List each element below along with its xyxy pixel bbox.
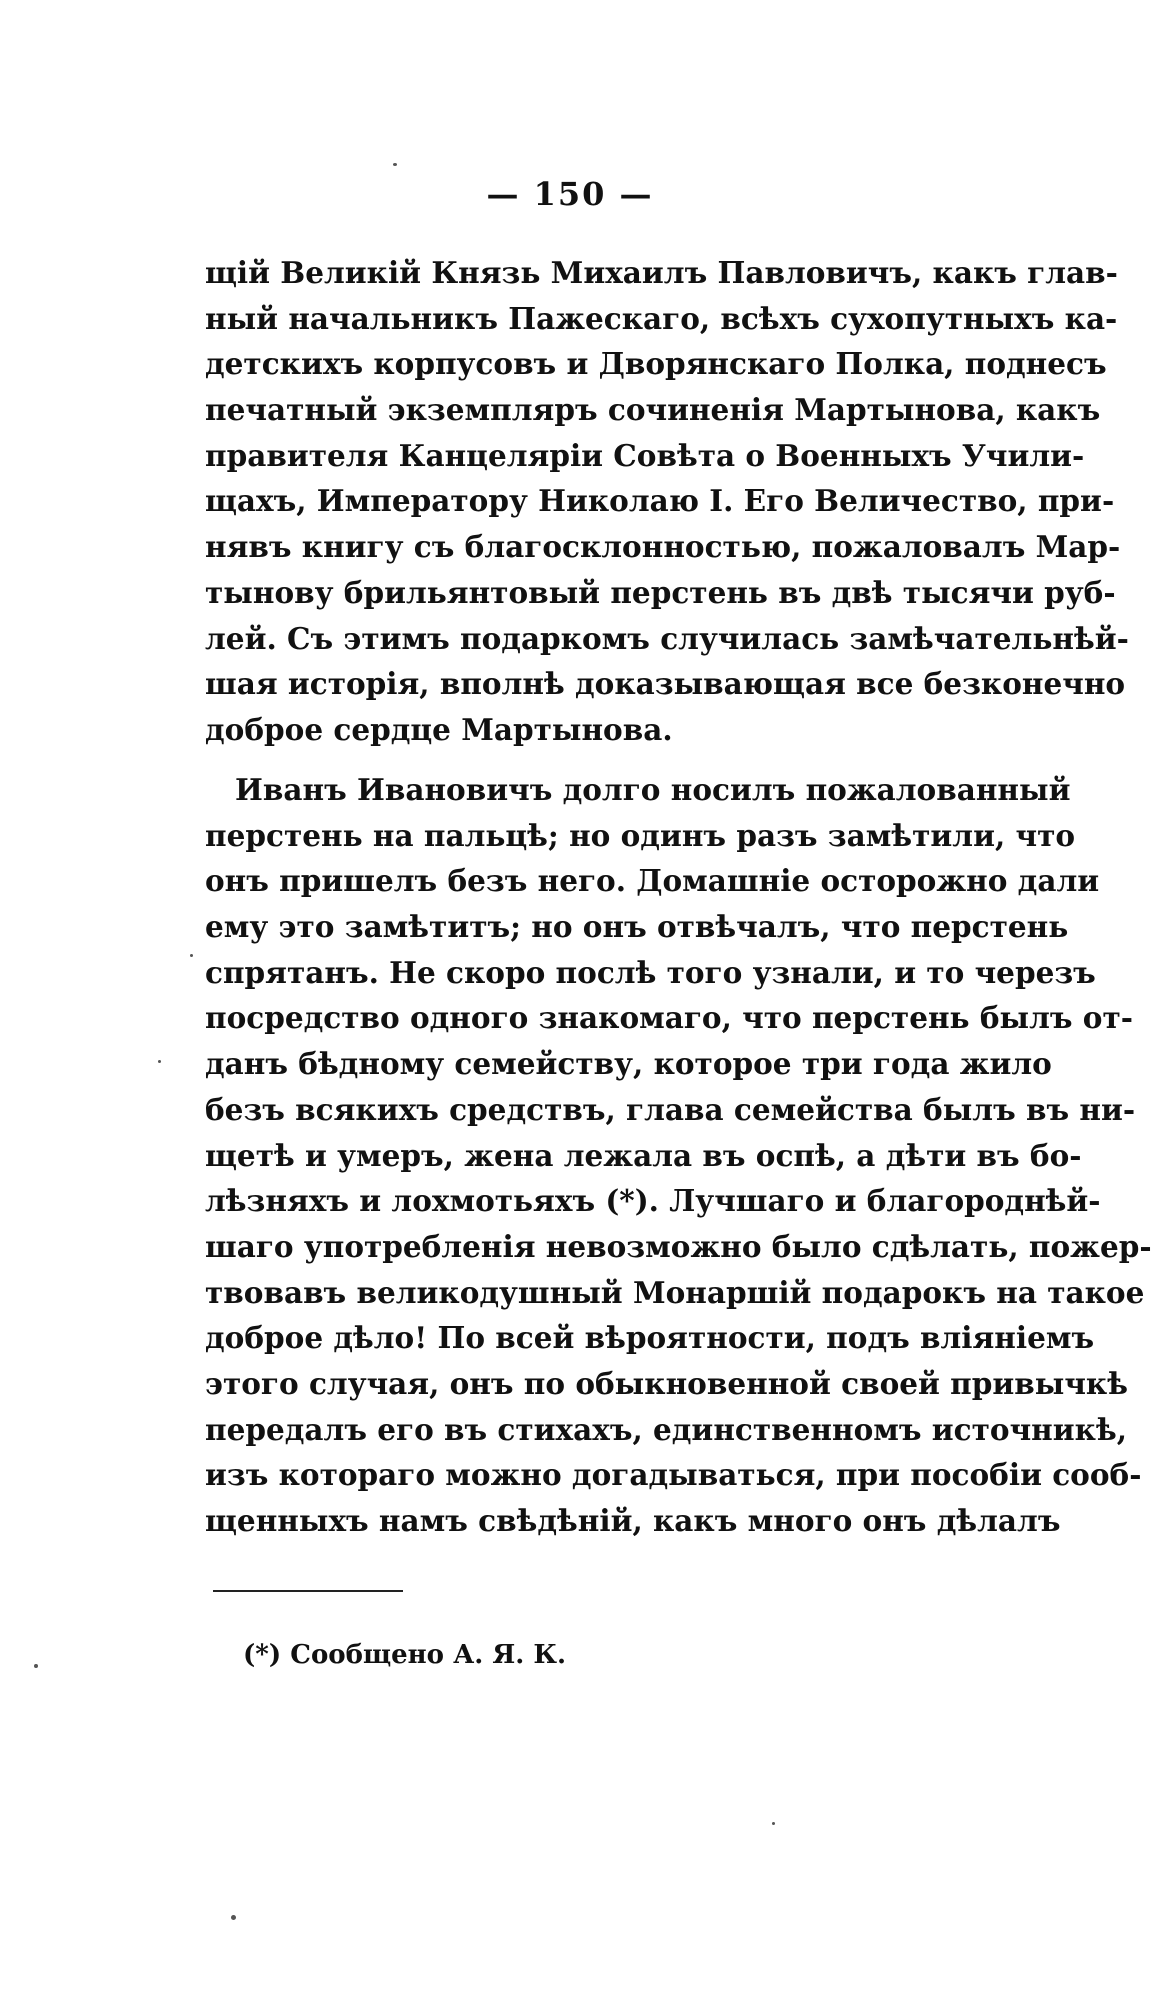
text-line: посредство одного знакомаго, что перстень былъ от- — [205, 1000, 1133, 1036]
text-line: доброе дѣло! По всей вѣроятности, подъ вліяніемъ — [205, 1320, 1095, 1356]
text-line: Иванъ Ивановичъ долго носилъ пожалованный — [235, 772, 1071, 807]
footnote-divider — [213, 1590, 403, 1592]
text-line: лей. Съ этимъ подаркомъ случилась замѣчательнѣй- — [205, 620, 1129, 656]
text-line: щенныхъ намъ свѣдѣній, какъ много онъ дѣлалъ — [205, 1503, 1061, 1538]
text-line: безъ всякихъ средствъ, глава семейства былъ въ ни- — [205, 1091, 1136, 1127]
text-line: детскихъ корпусовъ и Дворянскаго Полка, поднесъ — [205, 346, 1107, 382]
text-line: ему это замѣтитъ; но онъ отвѣчалъ, что перстень — [205, 909, 1069, 945]
page-number: — 150 — — [486, 175, 654, 213]
text-line: щахъ, Императору Николаю I. Его Величество, при- — [205, 483, 1115, 519]
scan-speck — [393, 163, 397, 166]
text-line: изъ котораго можно догадываться, при пособіи сооб- — [205, 1457, 1142, 1493]
text-line: перстень на пальцѣ; но одинъ разъ замѣтили, что — [205, 817, 1076, 853]
paragraph-1 — [205, 250, 1129, 753]
text-line: этого случая, онъ по обыкновенной своей привычкѣ — [205, 1365, 1128, 1401]
paragraph-2 — [205, 767, 1152, 1544]
text-line: доброе сердце Мартынова. — [205, 711, 673, 747]
text-line: передалъ его въ стихахъ, единственномъ источникѣ, — [205, 1411, 1127, 1447]
text-line: лѣзняхъ и лохмотьяхъ (*). Лучшаго и благороднѣй- — [205, 1183, 1101, 1219]
text-line: ный начальникъ Пажескаго, всѣхъ сухопутныхъ ка- — [205, 300, 1118, 336]
text-line: онъ пришелъ безъ него. Домашніе осторожно дали — [205, 863, 1100, 899]
text-line: спрятанъ. Не скоро послѣ того узнали, и то черезъ — [205, 954, 1096, 990]
text-line: печатный экземпляръ сочиненія Мартынова, какъ — [205, 392, 1101, 428]
scan-speck — [190, 954, 193, 957]
text-line: данъ бѣдному семейству, которое три года жило — [205, 1046, 1052, 1082]
text-line: тынову брильянтовый перстень въ двѣ тысячи руб- — [205, 574, 1116, 610]
text-line: щій Великій Князь Михаилъ Павловичъ, какъ глав- — [205, 255, 1118, 290]
text-line: твовавъ великодушный Монаршій подарокъ на такое — [205, 1274, 1145, 1310]
text-line: щетѣ и умеръ, жена лежала въ оспѣ, а дѣти въ бо- — [205, 1137, 1082, 1173]
text-line: шаго употребленія невозможно было сдѣлать, пожер- — [205, 1228, 1152, 1264]
scan-speck — [34, 1664, 38, 1668]
footnote: (*) Сообщено А. Я. К. — [243, 1640, 567, 1670]
scan-speck — [772, 1822, 775, 1825]
text-line: шая исторія, вполнѣ доказывающая все безконечно — [205, 666, 1126, 702]
scan-speck — [231, 1915, 236, 1920]
scan-speck — [158, 1060, 161, 1063]
text-line: правителя Канцеляріи Совѣта о Военныхъ Учили- — [205, 437, 1085, 473]
text-line: нявъ книгу съ благосклонностью, пожаловалъ Мар- — [205, 529, 1121, 565]
